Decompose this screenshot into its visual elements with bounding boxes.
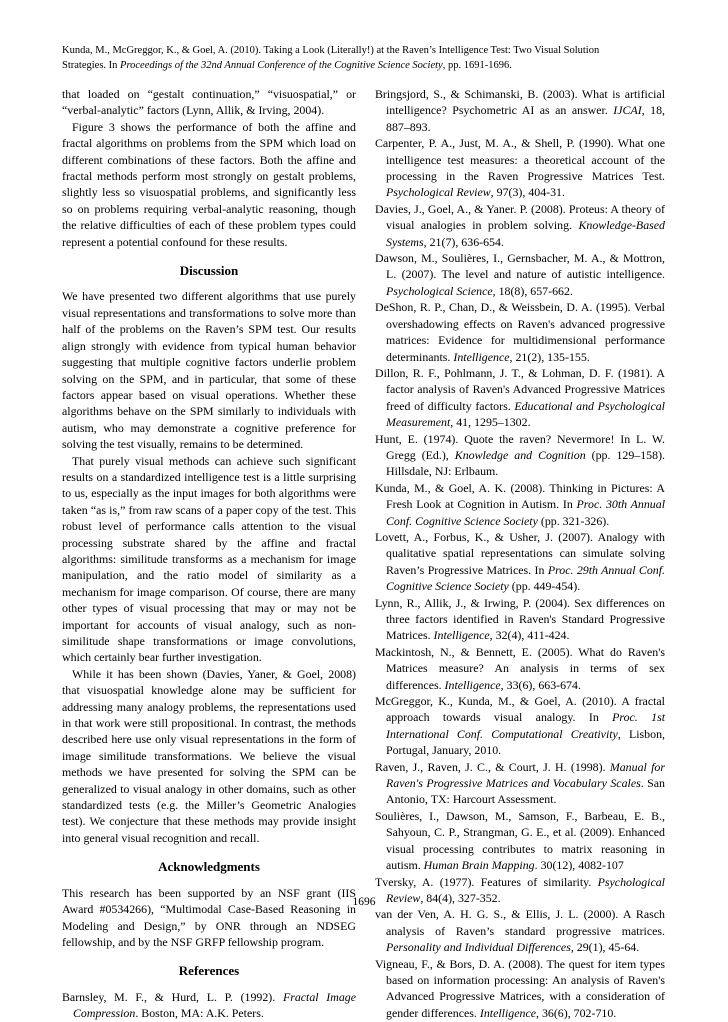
reference-title: Intelligence	[433, 628, 490, 643]
reference-text: , Lisbon, Portugal, January, 2010.	[386, 726, 665, 758]
reference-title: Manual for Raven's Progressive Matrices and Vocabulary Scales	[386, 759, 665, 791]
reference-text: Dawson, M., Soulières, I., Gernsbacher, M. A., & Mottron, L. (2007). The level and nature of autistic intelligence.	[375, 251, 665, 282]
reference-entry	[62, 989, 356, 1022]
reference-entry	[375, 906, 665, 955]
reference-title: Knowledge and Cognition	[454, 447, 586, 462]
reference-text: Lovett, A., Forbus, K., & Usher, J. (2007). Analogy with qualitative spatial representations can simulate solving Raven’s Progressive Matrices. In	[375, 529, 665, 577]
reference-text: Hunt, E. (1974). Quote the raven? Nevermore! In L. W. Gregg (Ed.),	[375, 431, 665, 462]
reference-text: Kunda, M., & Goel, A. K. (2008). Thinking in Pictures: A Fresh Look at Cognition in Autism. In	[375, 480, 665, 512]
citation-header	[62, 43, 672, 73]
citation-line-2	[62, 58, 672, 73]
reference-title: Proc. 29th Annual Conf. Cognitive Science Society	[386, 562, 665, 594]
reference-text: (pp. 129–158). Hillsdale, NJ: Erlbaum.	[386, 447, 666, 479]
paragraph-factors: that loaded on “gestalt continuation,” “visuospatial,” or “verbal-analytic” factors (Lynn, Allik, & Irving, 2004).	[62, 87, 356, 118]
reference-text: , 18(8), 657-662.	[492, 283, 573, 298]
reference-title: Psychological Review	[386, 185, 491, 200]
reference-text: (pp. 321-326).	[537, 513, 610, 528]
reference-text: Raven, J., Raven, J. C., & Court, J. H. (1998).	[375, 759, 610, 774]
reference-text: , 21(2), 135-155.	[509, 349, 590, 364]
paragraph-discussion-1: We have presented two different algorithms that use purely visual representations and transformations to solve more than half of the problems on the Raven’s SPM test. Our results align strongly with evidence from typical human behavior suggesting that multiple cognitive factors underlie problem solving on the SPM, and in particular, that some of these factors appear based on visual operations. Whether these algorithms behave on the SPM similarly to individuals with autism, who may demonstrate a cognitive preference for solving the test visually, remains to be determined.	[62, 289, 356, 452]
reference-text: , 18, 887–893.	[386, 103, 666, 134]
right-column-references	[375, 86, 665, 1021]
reference-text: , 41, 1295–1302.	[450, 415, 531, 430]
reference-entry	[375, 365, 665, 431]
reference-text: , 84(4), 327-352.	[420, 890, 501, 905]
references-heading: References	[178, 963, 240, 979]
citation-proceedings: Proceedings of the 32nd Annual Conference of the Cognitive Science Society	[120, 60, 443, 71]
reference-entry	[375, 431, 665, 480]
reference-text: Soulières, I., Dawson, M., Samson, F., Barbeau, E. B., Sahyoun, C. P., Strangman, G. E., et al. (2009). Enhanced visual processing contributes to matrix reasoning in autism.	[375, 808, 665, 873]
reference-entry	[375, 595, 665, 644]
reference-entry	[375, 693, 665, 759]
reference-title: Psychological Review	[386, 874, 665, 905]
reference-text: van der Ven, A. H. G. S., & Ellis, J. L. (2000). A Rasch analysis of Raven’s standard progressive matrices.	[375, 907, 665, 938]
reference-text: Vigneau, F., & Bors, D. A. (2008). The quest for item types based on information processing: An analysis of Raven's Advanced Progressive Matrices, with a consideration of gender differences.	[375, 956, 665, 1020]
reference-text: , 97(3), 404-31.	[490, 185, 565, 200]
reference-text: Tversky, A. (1977). Features of similarity.	[375, 874, 598, 889]
reference-entry	[375, 135, 665, 201]
reference-title: Educational and Psychological Measurement	[386, 398, 665, 430]
reference-text: Barnsley, M. F., & Hurd, L. P. (1992).	[62, 989, 283, 1004]
reference-text: (pp. 449-454).	[508, 579, 581, 594]
reference-title: Intelligence	[453, 349, 510, 364]
reference-text: . 30(12), 4082-107	[534, 858, 624, 873]
reference-text: , 32(4), 411-424.	[489, 628, 570, 643]
paragraph-discussion-3: While it has been shown (Davies, Yaner, & Goel, 2008) that visuospatial knowledge alone may be sufficient for addressing many analogy problems, the representations used in that work were still propositional. In contrast, the methods described here use only visual representations in the form of image similitude transformations. We believe the visual methods we have presented for solving the SPM can be generalized to visual analogy in other domains, such as other standardized tests (e.g. the Miller’s Geometric Analogies test). We conjecture that these methods may provide insight into general visual recognition and recall.	[62, 666, 356, 845]
reference-title: Psychological Science	[386, 283, 493, 298]
reference-title: Knowledge-Based Systems	[386, 218, 665, 249]
paragraph-discussion-2: That purely visual methods can achieve such significant results on a standardized intelligence test is a little surprising to us, especially as the input images for both algorithms were taken “as is,” from raw scans of a paper copy of the test. This robust level of performance calls attention to the visual processing substrate shared by the affine and fractal algorithms: similitude transforms as a mechanism for image manipulation, and the ratio model of similarity as a mechanism for image comparison. Of course, there are many other types of visual processing that may or may not be important for accounts of visual analogy, such as non-similitude shape transformations or image convolutions, which certainly bear further investigation.	[62, 453, 356, 665]
reference-title: Human Brain Mapping	[423, 858, 535, 873]
reference-title: Proc. 1st International Conf. Computational Creativity	[386, 710, 665, 741]
reference-text: , 36(6), 702-710.	[536, 1005, 617, 1020]
discussion-heading: Discussion	[179, 263, 239, 279]
citation-line-1: Kunda, M., McGreggor, K., & Goel, A. (2010). Taking a Look (Literally!) at the Raven’s Intelligence Test: Two Visual Solution	[62, 45, 600, 56]
reference-text: , 33(6), 663-674.	[500, 677, 581, 692]
paragraph-acknowledgments: This research has been supported by an NSF grant (IIS Award #0534266), “Multimodal Case-Based Reasoning in Modeling and Design,” by ONR through an NDSEG fellowship, and by the NSF GRFP fellowship program.	[62, 885, 356, 949]
citation-line-2-pre: Strategies. In	[62, 60, 121, 71]
reference-text: Lynn, R., Allik, J., & Irwing, P. (2004). Sex differences on three factors identified in Raven's Standard Progressive Matrices.	[375, 595, 665, 643]
citation-pages: , pp. 1691-1696.	[442, 60, 512, 71]
reference-entry	[375, 480, 665, 529]
reference-text: Davies, J., Goel, A., & Yaner. P. (2008). Proteus: A theory of visual analogies in problem solving.	[375, 201, 665, 233]
reference-text: . San Antonio, TX: Harcourt Assessment.	[386, 776, 665, 807]
reference-title: Personality and Individual Differences	[386, 940, 571, 955]
reference-entry	[375, 808, 665, 874]
reference-entry	[375, 86, 665, 135]
reference-text: Carpenter, P. A., Just, M. A., & Shell, P. (1990). What one intelligence test measures: a theoretical account of the processing in the Raven Progressive Matrices Test.	[375, 136, 665, 184]
reference-text: , 21(7), 636-654.	[423, 234, 504, 249]
reference-title: Fractal Image Compression	[73, 989, 357, 1021]
reference-entry	[375, 250, 665, 299]
reference-entry	[375, 529, 665, 595]
reference-title: IJCAI	[613, 103, 642, 118]
left-column	[62, 86, 356, 1022]
reference-entry	[375, 644, 665, 693]
reference-entry	[375, 201, 665, 250]
reference-text: Dillon, R. F., Pohlmann, J. T., & Lohman, D. F. (1981). A factor analysis of Raven's Advanced Progressive Matrices freed of difficulty factors.	[375, 365, 665, 413]
reference-entry	[375, 956, 665, 1022]
reference-title: Proc. 30th Annual Conf. Cognitive Science Society	[386, 497, 665, 528]
reference-text: Bringsjord, S., & Schimanski, B. (2003). What is artificial intelligence? Psychometric AI as an answer.	[375, 87, 665, 118]
reference-title: Intelligence	[479, 1005, 536, 1020]
reference-entry	[375, 759, 665, 808]
reference-text: , 29(1), 45-64.	[570, 940, 640, 955]
acknowledgments-heading: Acknowledgments	[158, 859, 260, 875]
reference-title: Intelligence	[444, 677, 501, 692]
reference-text: McGreggor, K., Kunda, M., & Goel, A. (2010). A fractal approach towards visual analogy. In	[375, 694, 665, 725]
reference-text: Mackintosh, N., & Bennett, E. (2005). What do Raven's Matrices measure? An analysis in terms of sex differences.	[375, 644, 665, 692]
paragraph-figure3: Figure 3 shows the performance of both the affine and fractal algorithms on problems from the SPM which load on different combinations of these factors. Both the affine and fractal methods perform most strongly on gestalt problems, slightly less so visuospatial problems, and significantly less so on problems requiring verbal-analytic reasoning, though the relative difficulties of each of these problem types could represent a potential confound for these results.	[62, 119, 356, 249]
reference-text: DeShon, R. P., Chan, D., & Weissbein, D. A. (1995). Verbal overshadowing effects on Raven's advanced progressive matrices: Evidence for multidimensional performance determinants.	[375, 300, 665, 364]
page-number: 1696	[352, 896, 376, 908]
reference-publisher: . Boston, MA: A.K. Peters.	[135, 1006, 264, 1021]
reference-entry	[375, 299, 665, 365]
